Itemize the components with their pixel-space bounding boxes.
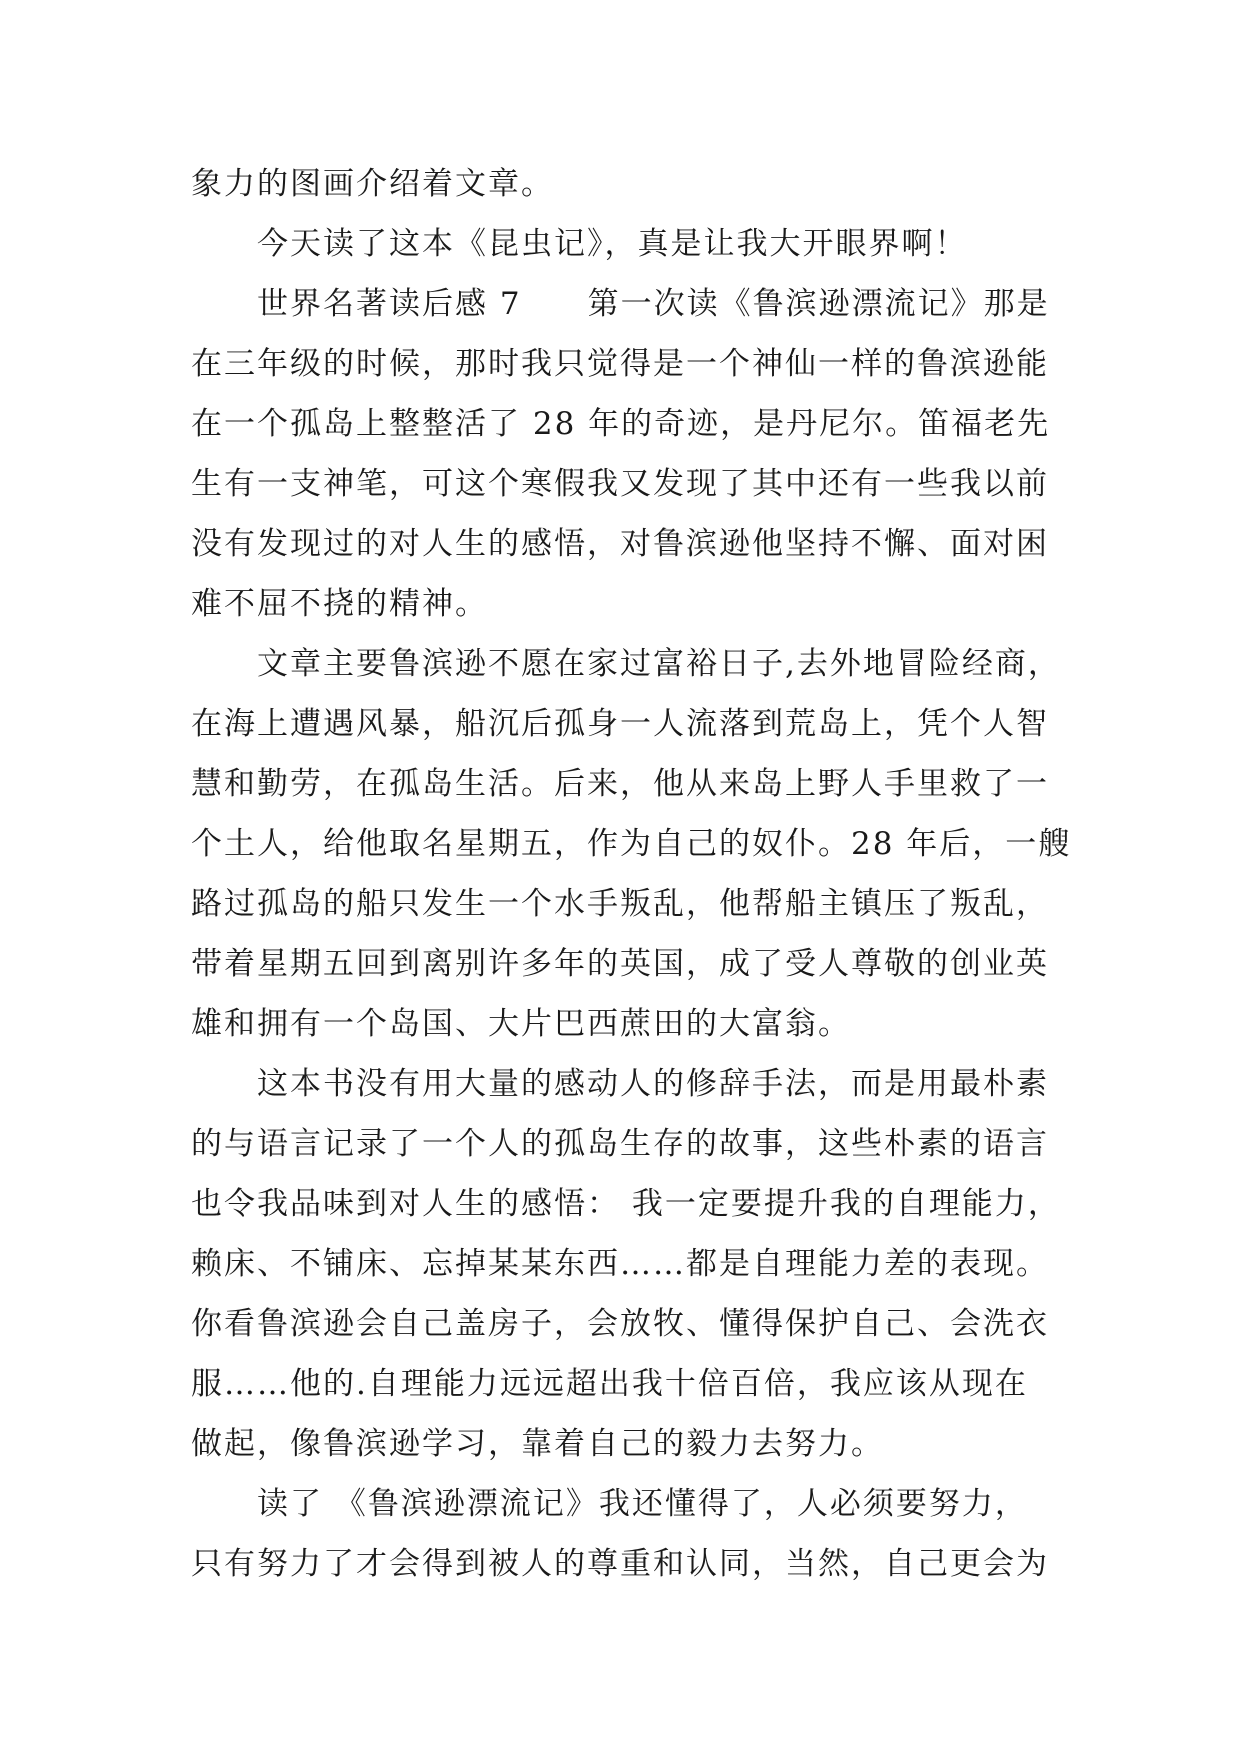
text-line: 难不屈不挠的精神。	[191, 586, 488, 622]
text-line: 今天读了这本《昆虫记》，真是让我大开眼界啊！	[191, 226, 968, 262]
text-line: 你看鲁滨逊会自己盖房子，会放牧、懂得保护自己、会洗衣	[191, 1306, 1049, 1342]
text-line: 在三年级的时候，那时我只觉得是一个神仙一样的鲁滨逊能	[191, 346, 1049, 382]
text-line: 做起，像鲁滨逊学习，靠着自己的毅力去努力。	[191, 1426, 884, 1462]
text-line: 在一个孤岛上整整活了 28 年的奇迹，是丹尼尔。笛福老先	[191, 406, 1051, 442]
text-line: 服……他的.自理能力远远超出我十倍百倍，我应该从现在	[191, 1366, 1028, 1402]
text-line: 路过孤岛的船只发生一个水手叛乱，他帮船主镇压了叛乱，	[191, 886, 1049, 922]
text-line: 慧和勤劳，在孤岛生活。后来，他从来岛上野人手里救了一	[191, 766, 1049, 802]
text-line: 生有一支神笔，可这个寒假我又发现了其中还有一些我以前	[191, 466, 1049, 502]
text-line: 没有发现过的对人生的感悟，对鲁滨逊他坚持不懈、面对困	[191, 526, 1049, 562]
body-text	[191, 154, 1072, 1594]
text-line: 在海上遭遇风暴，船沉后孤身一人流落到荒岛上，凭个人智	[191, 706, 1049, 742]
text-line: 也令我品味到对人生的感悟： 我一定要提升我的自理能力，	[191, 1186, 1061, 1222]
text-line: 读了 《鲁滨逊漂流记》我还懂得了，人必须要努力，	[191, 1486, 1028, 1522]
text-line: 世界名著读后感 7 第一次读《鲁滨逊漂流记》那是	[191, 286, 1050, 322]
text-line: 赖床、不铺床、忘掉某某东西……都是自理能力差的表现。	[191, 1246, 1049, 1282]
text-line: 这本书没有用大量的感动人的修辞手法，而是用最朴素	[191, 1066, 1049, 1102]
text-line: 文章主要鲁滨逊不愿在家过富裕日子,去外地冒险经商，	[191, 646, 1061, 682]
text-line: 个土人，给他取名星期五，作为自己的奴仆。28 年后，一艘	[191, 826, 1072, 862]
text-line: 的与语言记录了一个人的孤岛生存的故事，这些朴素的语言	[191, 1126, 1049, 1162]
text-line: 带着星期五回到离别许多年的英国，成了受人尊敬的创业英	[191, 946, 1049, 982]
text-line: 雄和拥有一个岛国、大片巴西蔗田的大富翁。	[191, 1006, 851, 1042]
text-line: 只有努力了才会得到被人的尊重和认同，当然，自己更会为	[191, 1546, 1049, 1582]
text-line: 象力的图画介绍着文章。	[191, 166, 554, 202]
